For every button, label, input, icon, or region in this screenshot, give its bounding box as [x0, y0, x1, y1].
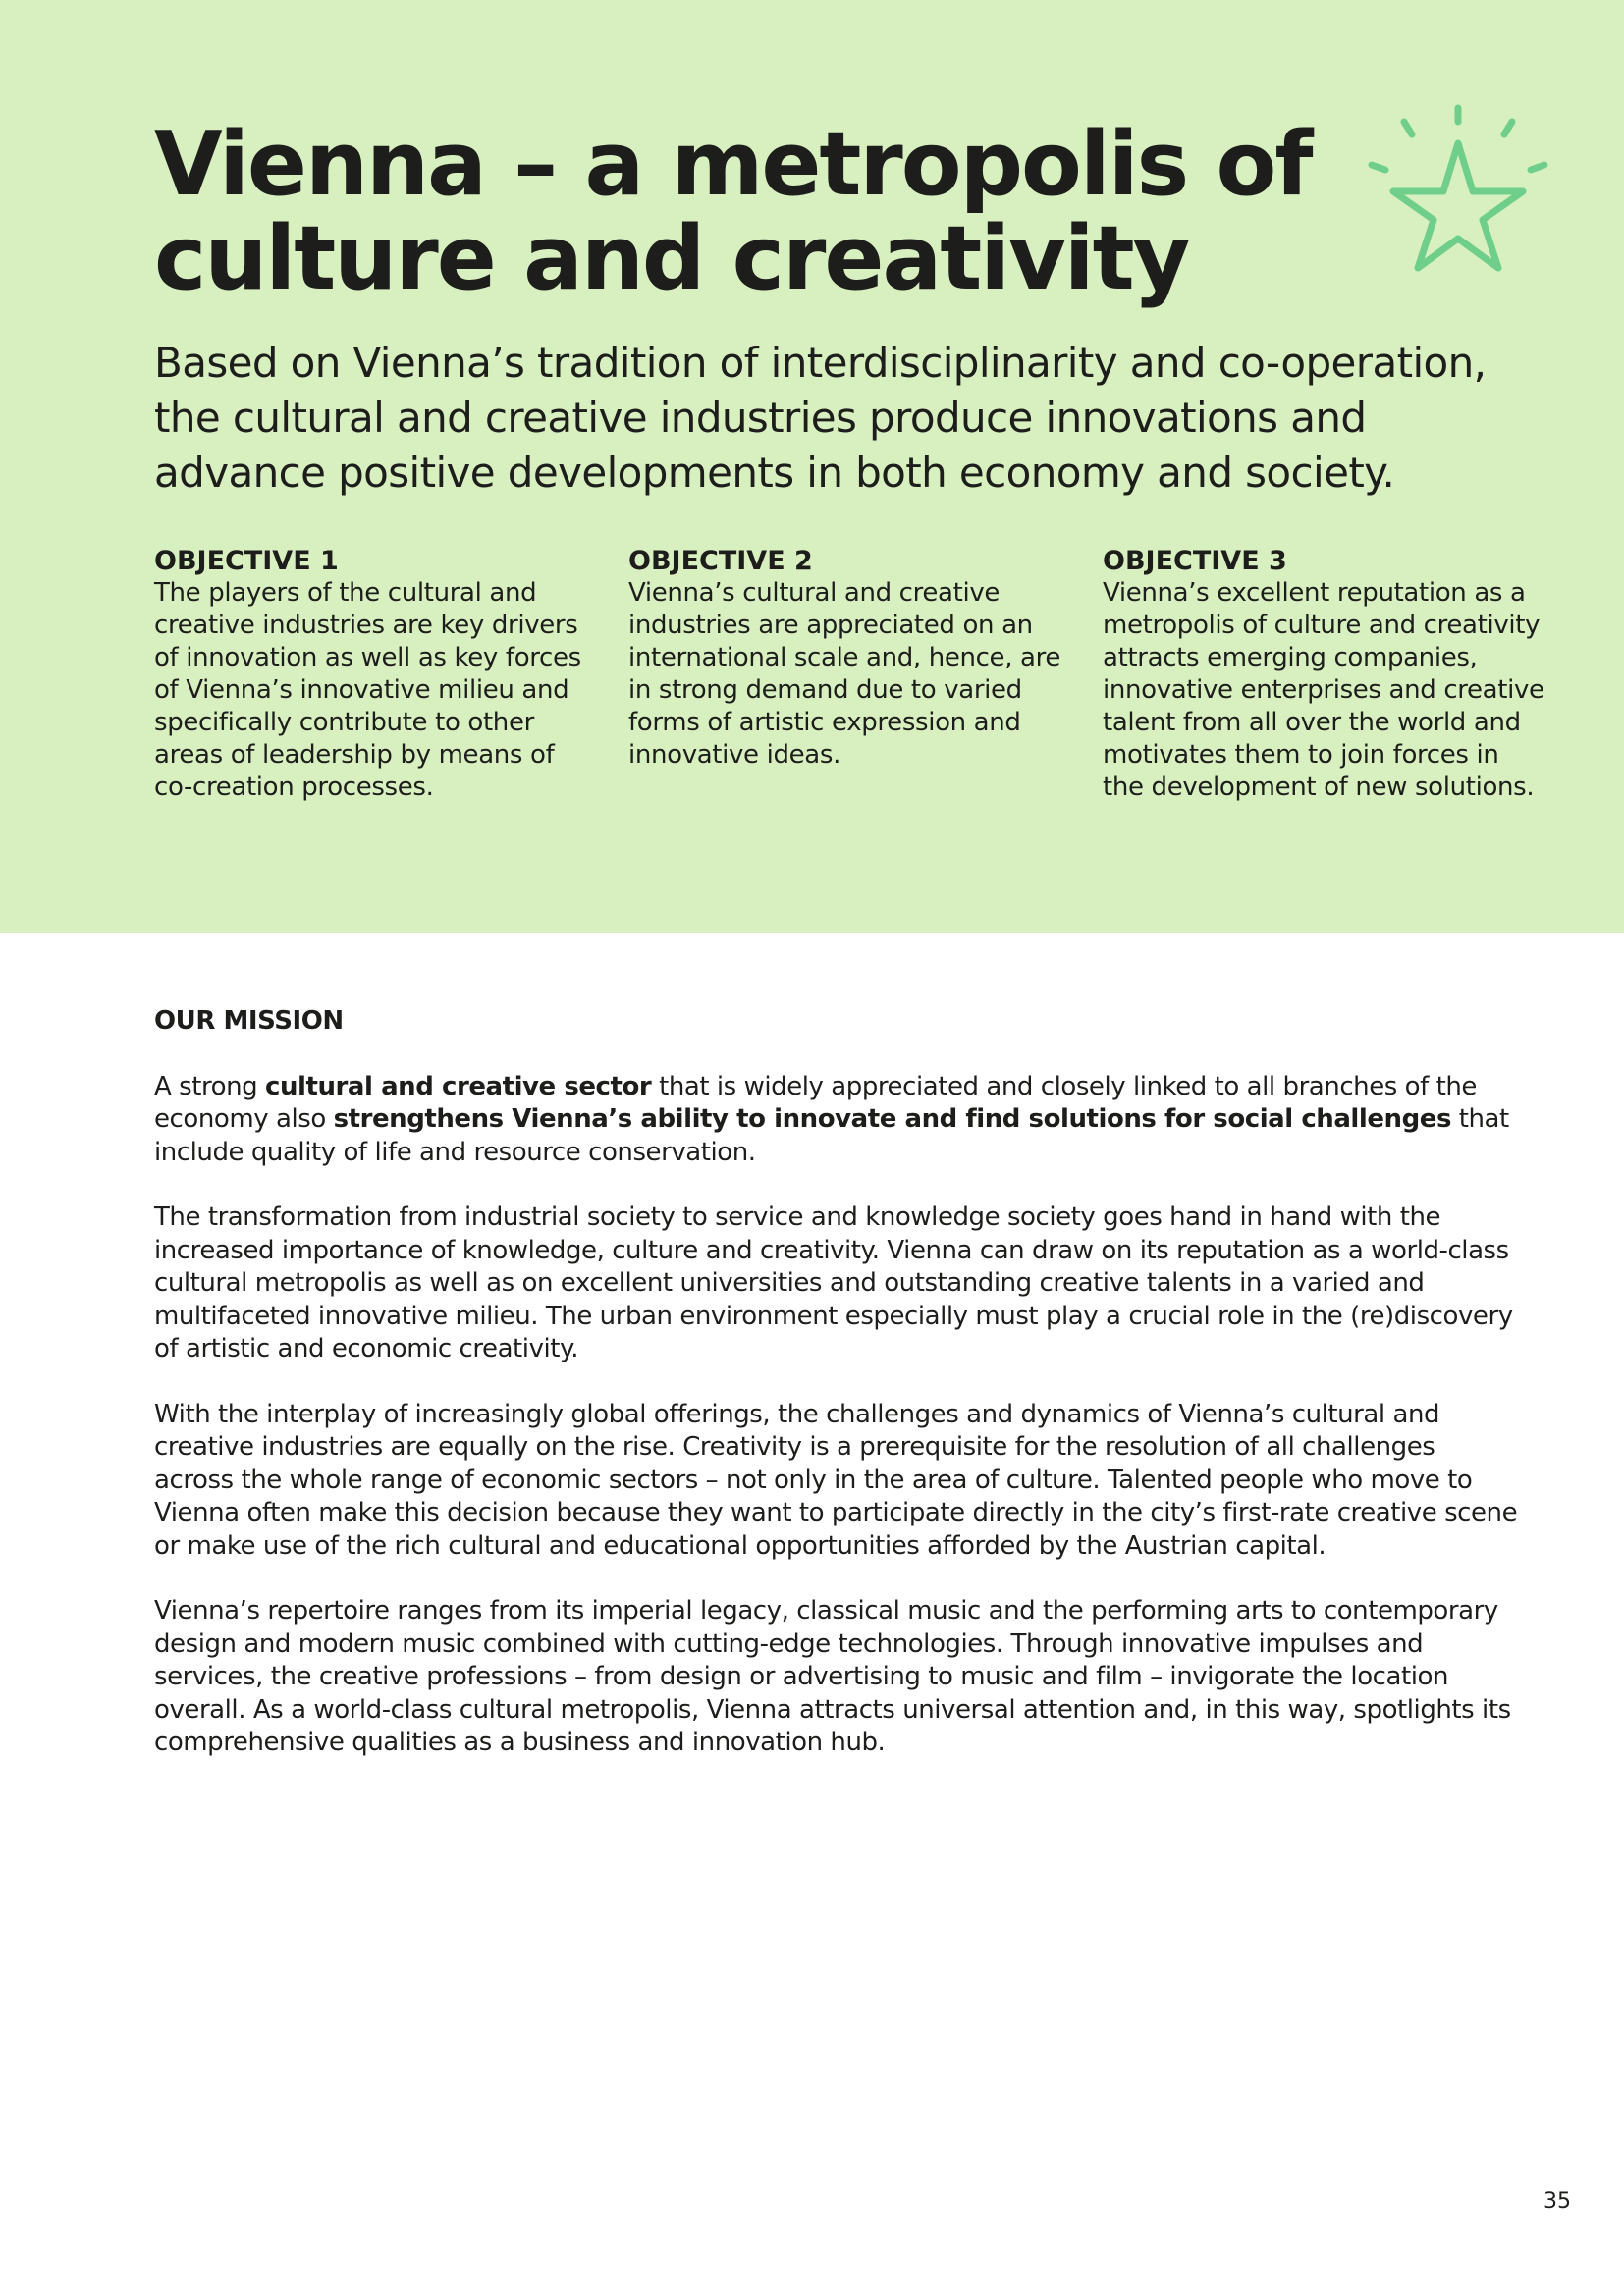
objective-1-heading: OBJECTIVE 1	[154, 546, 339, 576]
objective-2	[628, 545, 1070, 772]
mission-paragraph-2: The transformation from industrial society to service and knowledge society goes hand in hand with the increased importance of knowledge, culture and creativity. Vienna can draw on its reputation as a world-class cultural metropolis as well as on excellent universities and outstanding creative talents in a varied and multifaceted innovative milieu. The urban environment especially must play a crucial role in the (re)discovery of artistic and economic creativity.	[154, 1202, 1513, 1363]
mission-p1-bold-2: strengthens Vienna’s ability to innovate and find solutions for social challenges	[333, 1104, 1451, 1134]
objective-1-text: The players of the cultural and creative industries are key drivers of innovation as well as key forces of Vienna’s innovative milieu and specifically contribute to other areas of leadership by means of co-creation processes.	[154, 578, 581, 802]
objective-2-heading: OBJECTIVE 2	[628, 546, 813, 576]
mission-paragraph-1	[154, 1071, 1519, 1170]
mission-heading: OUR MISSION	[154, 1006, 344, 1036]
objective-3-text: Vienna’s excellent reputation as a metropolis of culture and creativity attracts emerging companies, innovative enterprises and creative talent from all over the world and motivates them to join forces in the development of new solutions.	[1103, 578, 1544, 802]
mission-paragraph-3: With the interplay of increasingly global offerings, the challenges and dynamics of Vienna’s cultural and creative industries are equally on the rise. Creativity is a prerequisite for the resolution of all challenges across the whole range of economic sectors – not only in the area of culture. Talented people who move to Vienna often make this decision because they want to participate directly in the city’s first-rate creative scene or make use of the rich cultural and educational opportunities afforded by the Austrian capital.	[154, 1399, 1518, 1561]
page-number: 35	[1543, 2189, 1571, 2214]
hero-panel	[0, 0, 1624, 933]
mission-p1-text-1: A strong	[154, 1071, 266, 1101]
mission-p1-bold-1: cultural and creative sector	[265, 1071, 652, 1101]
mission-section	[154, 1005, 1519, 1792]
title-line-2: culture and creativity	[154, 207, 1189, 310]
page-subtitle: Based on Vienna’s tradition of interdisciplinarity and co-operation, the cultural and creative industries produce innovations and advance positive developments in both economy and society.	[154, 339, 1487, 497]
title-line-1: Vienna – a metropolis of	[154, 113, 1312, 216]
star-icon	[1363, 98, 1559, 294]
mission-p1-text-2: that is widely appreciated and closely linked to all branches of the economy also	[154, 1071, 1477, 1134]
mission-p1-text-3: that include quality of life and resource conservation.	[154, 1104, 1509, 1167]
page-title	[154, 113, 1332, 310]
objective-1	[154, 545, 596, 804]
objective-2-text: Vienna’s cultural and creative industries are appreciated on an international scale and, hence, are in strong demand due to varied forms of artistic expression and innovative ideas.	[628, 578, 1061, 770]
objective-3-heading: OBJECTIVE 3	[1103, 546, 1287, 576]
objective-3	[1103, 545, 1544, 804]
mission-paragraph-4: Vienna’s repertoire ranges from its imperial legacy, classical music and the performing arts to contemporary design and modern music combined with cutting-edge technologies. Through innovative impulses and services, the creative professions – from design or advertising to music and film – invigorate the location overall. As a world-class cultural metropolis, Vienna attracts universal attention and, in this way, spotlights its comprehensive qualities as a business and innovation hub.	[154, 1596, 1511, 1757]
